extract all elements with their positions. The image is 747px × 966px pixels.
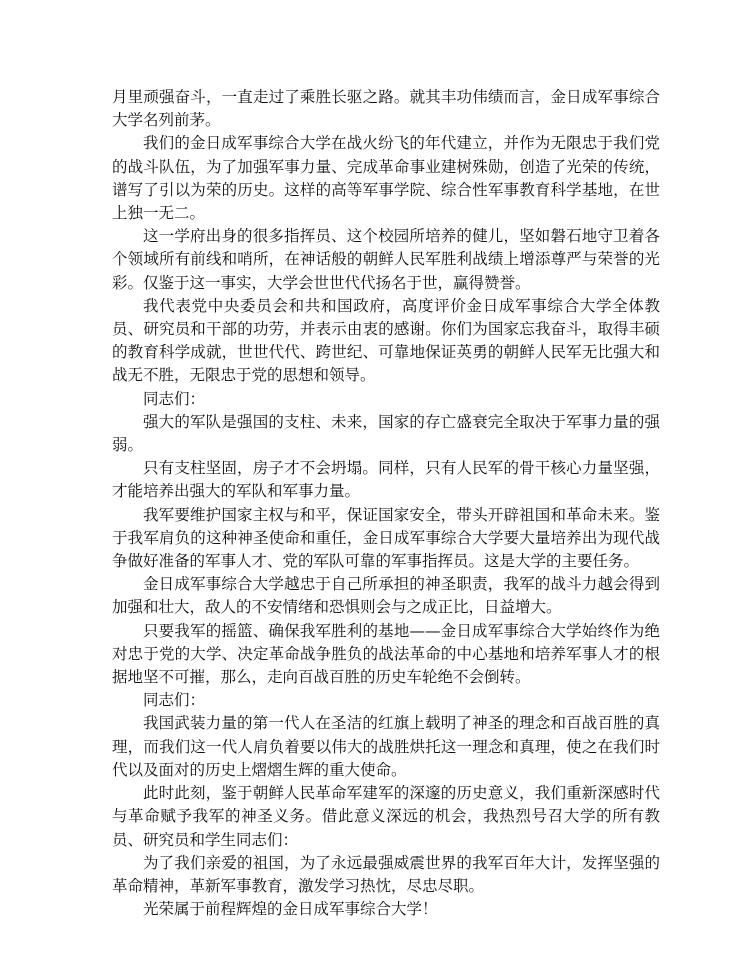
paragraph-10: 我国武装力量的第一代人在圣洁的红旗上载明了神圣的理念和百战百胜的真理，而我们这一代人肩负着要以伟大的战胜烘托这一理念和真理，使之在我们时代以及面对的历史上熠熠生辉的重大使命。 [112, 714, 660, 779]
paragraph-7: 我军要维护国家主权与和平，保证国家安全，带头开辟祖国和革命未来。鉴于我军肩负的这种神圣使命和重任，金日成军事综合大学要大量培养出为现代战争做好准备的军事人才、党的军队可靠的军事指挥员。这是大学的主要任务。 [112, 505, 660, 571]
closing-line: 光荣属于前程辉煌的金日成军事综合大学！ [143, 900, 438, 919]
salutation-2: 同志们： [143, 691, 206, 710]
document-page [112, 86, 660, 921]
salutation-1: 同志们： [143, 389, 206, 408]
paragraph-1: 月里顽强奋斗，一直走过了乘胜长驱之路。就其丰功伟绩而言，金日成军事综合大学名列前茅。 [112, 88, 660, 130]
paragraph-9: 只要我军的摇篮、确保我军胜利的基地——金日成军事综合大学始终作为绝对忠于党的大学、决定革命战争胜负的战法革命的中心基地和培养军事人才的根据地坚不可摧，那么，走向百战百胜的历史车轮绝不会倒转。 [112, 621, 660, 687]
paragraph-3: 这一学府出身的很多指挥员、这个校园所培养的健儿，坚如磐石地守卫着各个领域所有前线和哨所，在神话般的朝鲜人民军胜利战绩上增添尊严与荣誉的光彩。仅鉴于这一事实，大学会世世代代扬名于世，赢得赞誉。 [112, 227, 660, 292]
paragraph-2: 我们的金日成军事综合大学在战火纷飞的年代建立，并作为无限忠于我们党的战斗队伍，为了加强军事力量、完成革命事业建树殊勋，创造了光荣的传统，谱写了引以为荣的历史。这样的高等军事学院、综合性军事教育科学基地，在世上独一无二。 [112, 134, 660, 223]
paragraph-6: 只有支柱坚固，房子才不会坍塌。同样，只有人民军的骨干核心力量坚强，才能培养出强大的军队和军事力量。 [112, 459, 660, 501]
paragraph-8: 金日成军事综合大学越忠于自己所承担的神圣职责，我军的战斗力越会得到加强和壮大，敌人的不安情绪和恐惧则会与之成正比，日益增大。 [112, 575, 660, 617]
paragraph-12: 为了我们亲爱的祖国，为了永远最强威震世界的我军百年大计，发挥坚强的革命精神，革新军事教育，激发学习热忱，尽忠尽职。 [112, 853, 660, 895]
paragraph-11: 此时此刻，鉴于朝鲜人民革命军建军的深邃的历史意义，我们重新深感时代与革命赋予我军的神圣义务。借此意义深远的机会，我热烈号召大学的所有教员、研究员和学生同志们： [112, 784, 660, 849]
paragraph-4: 我代表党中央委员会和共和国政府，高度评价金日成军事综合大学全体教员、研究员和干部的功劳，并表示由衷的感谢。你们为国家忘我奋斗，取得丰硕的教育科学成就，世世代代、跨世纪、可靠地保证英勇的朝鲜人民军无比强大和战无不胜，无限忠于党的思想和领导。 [112, 296, 660, 385]
paragraph-5: 强大的军队是强国的支柱、未来，国家的存亡盛衰完全取决于军事力量的强弱。 [112, 412, 660, 455]
